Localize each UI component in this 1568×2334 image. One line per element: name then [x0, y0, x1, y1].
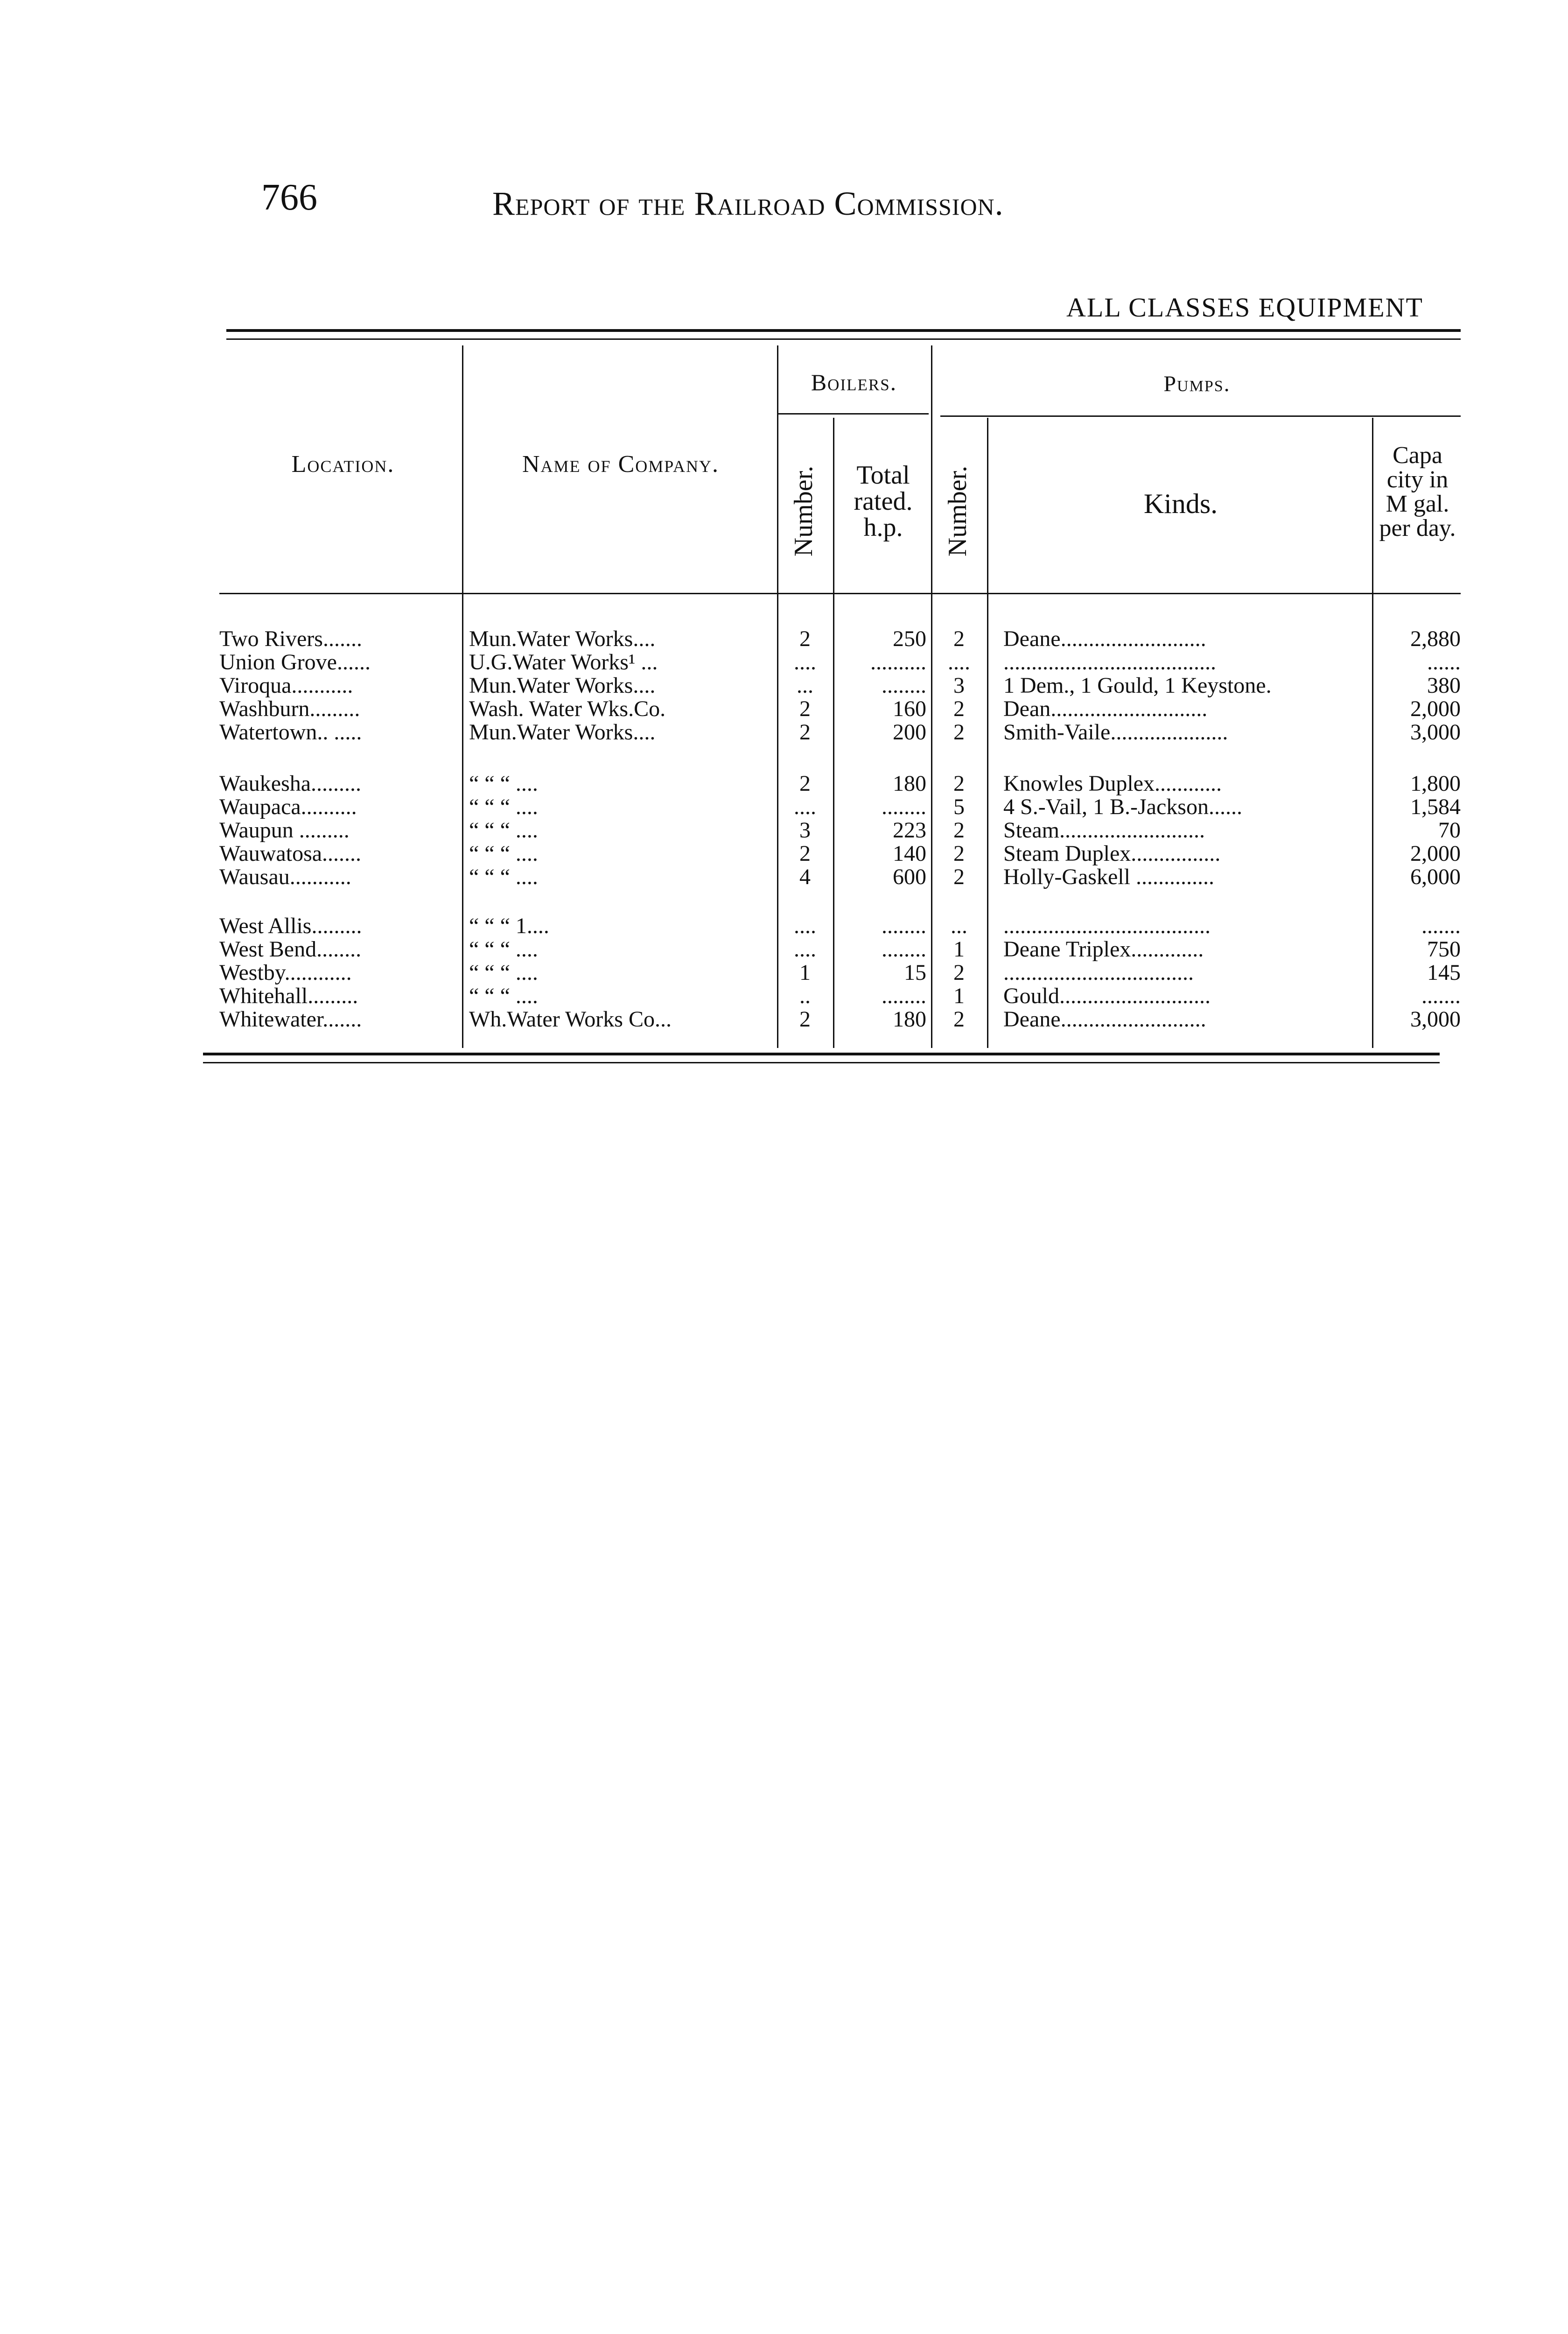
cell-boilers: 1	[799, 960, 811, 985]
cell-capacity: 2,880	[1410, 626, 1461, 651]
cell-capacity: .......	[1421, 914, 1461, 938]
cell-kinds: Knowles Duplex............	[1003, 771, 1222, 796]
cell-boilers: ....	[794, 650, 816, 675]
cell-hp: ........	[882, 794, 926, 819]
cell-capacity: 750	[1427, 937, 1461, 962]
cell-location: West Bend........	[219, 937, 362, 962]
cell-pumps: 2	[953, 1007, 965, 1032]
cell-hp: ........	[882, 673, 926, 698]
cell-boilers: ....	[794, 914, 816, 938]
cell-boilers: 3	[799, 818, 811, 843]
cell-kinds: Gould...........................	[1003, 984, 1211, 1008]
cell-hp: 250	[893, 626, 926, 651]
cell-company: “ “ “ ....	[469, 771, 538, 796]
cell-company: “ “ “ ....	[469, 865, 538, 889]
cell-hp: 160	[893, 696, 926, 721]
cell-kinds: Smith-Vaile.....................	[1003, 720, 1228, 745]
cell-boilers: 2	[799, 626, 811, 651]
col-rule-3	[833, 418, 834, 1048]
cell-hp: 200	[893, 720, 926, 745]
section-heading: ALL CLASSES EQUIPMENT	[1066, 292, 1423, 323]
cell-boilers: ..	[799, 984, 811, 1008]
cell-location: Whitewater.......	[219, 1007, 362, 1032]
cell-boilers: ...	[797, 673, 813, 698]
cell-pumps: 2	[953, 626, 965, 651]
table-top-rule	[226, 329, 1461, 332]
cell-pumps: 2	[953, 720, 965, 745]
cell-kinds: ......................................	[1003, 650, 1216, 675]
cell-location: Washburn.........	[219, 696, 360, 721]
cell-capacity: .......	[1421, 984, 1461, 1008]
col-rule-4	[931, 345, 932, 1048]
cell-company: Mun.Water Works....	[469, 626, 656, 651]
cell-hp: 180	[893, 1007, 926, 1032]
cell-hp: 223	[893, 818, 926, 843]
cell-hp: ........	[882, 914, 926, 938]
cell-location: Union Grove......	[219, 650, 371, 675]
cell-kinds: .....................................	[1003, 914, 1211, 938]
cell-kinds: Deane Triplex.............	[1003, 937, 1204, 962]
cell-company: “ “ “ ....	[469, 984, 538, 1008]
cell-capacity: 6,000	[1410, 865, 1461, 889]
cell-kinds: 1 Dem., 1 Gould, 1 Keystone.	[1003, 673, 1272, 698]
cell-capacity: ......	[1427, 650, 1461, 675]
header-pump-kinds: Kinds.	[1143, 488, 1218, 519]
cell-capacity: 3,000	[1410, 1007, 1461, 1032]
cell-company: Wh.Water Works Co...	[469, 1007, 672, 1032]
cell-pumps: 2	[953, 960, 965, 985]
cell-location: Westby............	[219, 960, 352, 985]
cell-capacity: 1,800	[1410, 771, 1461, 796]
page-number: 766	[261, 177, 317, 218]
cell-pumps: 5	[953, 794, 965, 819]
cell-hp: 15	[904, 960, 926, 985]
col-rule-1	[462, 345, 463, 1048]
cell-hp: ........	[882, 937, 926, 962]
header-pump-number: Number.	[943, 465, 972, 557]
header-company: Name of Company.	[522, 451, 719, 478]
cell-kinds: Deane..........................	[1003, 1007, 1206, 1032]
cell-company: “ “ “ ....	[469, 960, 538, 985]
cell-company: “ “ “ ....	[469, 794, 538, 819]
cell-kinds: Holly-Gaskell ..............	[1003, 865, 1214, 889]
cell-hp: 180	[893, 771, 926, 796]
header-pump-capacity: Capa city in M gal. per day.	[1379, 442, 1456, 541]
cell-hp: ........	[882, 984, 926, 1008]
cell-pumps: 2	[953, 841, 965, 866]
cell-boilers: 2	[799, 696, 811, 721]
cell-company: Mun.Water Works....	[469, 673, 656, 698]
cell-boilers: ....	[794, 937, 816, 962]
cell-boilers: 2	[799, 771, 811, 796]
cell-hp: ..........	[870, 650, 926, 675]
cell-capacity: 1,584	[1410, 794, 1461, 819]
cell-kinds: Deane..........................	[1003, 626, 1206, 651]
cell-pumps: 2	[953, 696, 965, 721]
pumps-rule	[940, 415, 1461, 417]
cell-kinds: Steam Duplex................	[1003, 841, 1221, 866]
header-boiler-number: Number.	[789, 465, 818, 557]
cell-boilers: 2	[799, 841, 811, 866]
cell-pumps: 2	[953, 771, 965, 796]
cell-location: Two Rivers.......	[219, 626, 362, 651]
cell-pumps: ....	[948, 650, 970, 675]
cell-location: Wauwatosa.......	[219, 841, 362, 866]
cell-location: Waupaca..........	[219, 794, 357, 819]
cell-kinds: 4 S.-Vail, 1 B.-Jackson......	[1003, 794, 1242, 819]
cell-kinds: Dean............................	[1003, 696, 1208, 721]
header-pumps: Pumps.	[1163, 372, 1231, 396]
table-bottom-rule	[203, 1053, 1440, 1055]
cell-capacity: 3,000	[1410, 720, 1461, 745]
cell-company: “ “ “ ....	[469, 937, 538, 962]
cell-location: Viroqua...........	[219, 673, 353, 698]
col-rule-6	[1372, 418, 1373, 1048]
header-boiler-hp: Total rated. h.p.	[854, 461, 913, 542]
cell-pumps: 3	[953, 673, 965, 698]
cell-capacity: 2,000	[1410, 696, 1461, 721]
cell-company: Mun.Water Works....	[469, 720, 656, 745]
boilers-rule	[777, 413, 929, 415]
cell-boilers: 4	[799, 865, 811, 889]
header-location: Location.	[291, 451, 395, 478]
cell-hp: 600	[893, 865, 926, 889]
cell-kinds: Steam..........................	[1003, 818, 1205, 843]
cell-location: West Allis.........	[219, 914, 362, 938]
cell-pumps: ...	[951, 914, 967, 938]
cell-capacity: 70	[1438, 818, 1461, 843]
cell-pumps: 2	[953, 865, 965, 889]
cell-company: “ “ “ ....	[469, 818, 538, 843]
cell-company: “ “ “ ....	[469, 841, 538, 866]
cell-location: Wausau...........	[219, 865, 351, 889]
cell-location: Whitehall.........	[219, 984, 358, 1008]
col-rule-2	[777, 345, 778, 1048]
cell-pumps: 1	[953, 937, 965, 962]
cell-capacity: 380	[1427, 673, 1461, 698]
table-top-rule-inner	[226, 338, 1461, 340]
cell-pumps: 1	[953, 984, 965, 1008]
cell-company: “ “ “ 1....	[469, 914, 549, 938]
cell-company: U.G.Water Works¹ ...	[469, 650, 658, 675]
cell-location: Waupun .........	[219, 818, 350, 843]
running-head: Report of the Railroad Commission.	[492, 185, 1004, 222]
cell-pumps: 2	[953, 818, 965, 843]
cell-hp: 140	[893, 841, 926, 866]
cell-boilers: ....	[794, 794, 816, 819]
header-bottom-rule	[219, 593, 1461, 594]
col-rule-5	[987, 418, 988, 1048]
cell-boilers: 2	[799, 720, 811, 745]
cell-capacity: 145	[1427, 960, 1461, 985]
cell-company: Wash. Water Wks.Co.	[469, 696, 666, 721]
cell-capacity: 2,000	[1410, 841, 1461, 866]
table-bottom-rule-inner	[203, 1062, 1440, 1063]
cell-location: Waukesha.........	[219, 771, 362, 796]
header-boilers: Boilers.	[811, 369, 897, 395]
cell-kinds: ..................................	[1003, 960, 1194, 985]
cell-location: Watertown.. .....	[219, 720, 362, 745]
cell-boilers: 2	[799, 1007, 811, 1032]
